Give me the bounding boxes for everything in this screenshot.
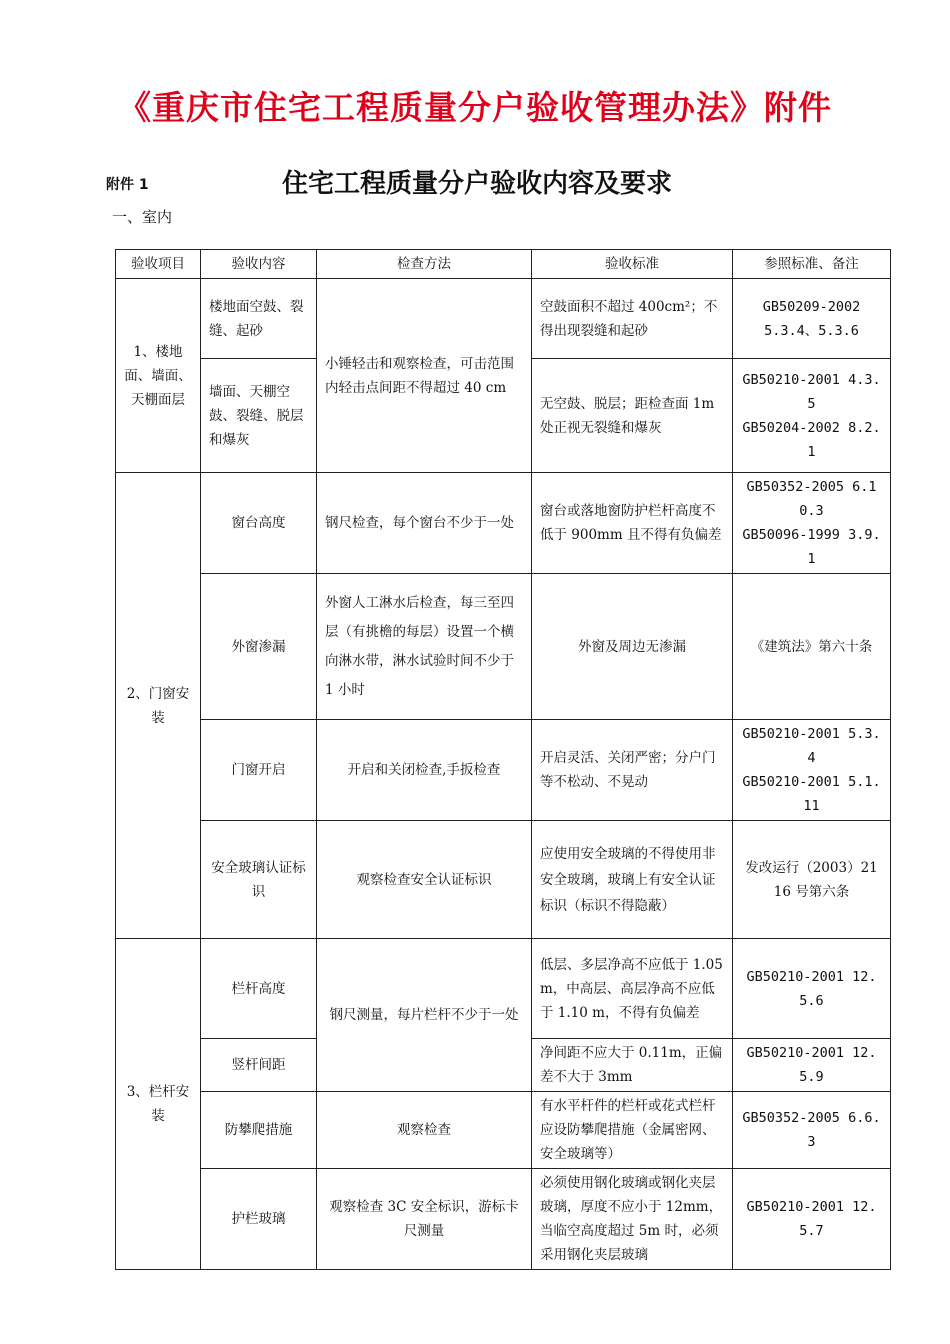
content-cell: 竖杆间距 (201, 1039, 317, 1092)
content-cell: 安全玻璃认证标识 (201, 821, 317, 939)
reference-cell (733, 720, 891, 821)
reference-cell: GB50210-2001 12.5.6 (733, 939, 891, 1039)
method-cell: 钢尺测量，每片栏杆不少于一处 (317, 939, 532, 1092)
table-row (116, 821, 891, 939)
table-row (116, 1092, 891, 1169)
acceptance-table (115, 249, 891, 1270)
reference-line: GB50204-2002 8.2.1 (742, 419, 881, 460)
reference-line: GB50209-2002 (762, 298, 861, 315)
table-row (116, 279, 891, 359)
item-cell: 1、楼地面、墙面、天棚面层 (116, 279, 201, 473)
method-cell: 观察检查 3C 安全标识，游标卡尺测量 (317, 1169, 532, 1270)
standard-cell: 无空鼓、脱层；距检查面 1m 处正视无裂缝和爆灰 (532, 359, 733, 473)
header-cell: 参照标准、备注 (733, 250, 891, 279)
reference-cell: GB50210-2001 12.5.7 (733, 1169, 891, 1270)
reference-cell: 发改运行（2003）2116 号第六条 (733, 821, 891, 939)
standard-cell: 必须使用钢化玻璃或钢化夹层玻璃，厚度不应小于 12mm，当临空高度超过 5m 时，必须采用钢化夹层玻璃 (532, 1169, 733, 1270)
reference-cell: 《建筑法》第六十条 (733, 574, 891, 720)
content-cell: 门窗开启 (201, 720, 317, 821)
standard-cell: 净间距不应大于 0.11m，正偏差不大于 3mm (532, 1039, 733, 1092)
content-cell: 栏杆高度 (201, 939, 317, 1039)
method-cell: 观察检查安全认证标识 (317, 821, 532, 939)
method-cell: 外窗人工淋水后检查，每三至四层（有挑檐的每层）设置一个横向淋水带，淋水试验时间不少于 1 小时 (317, 574, 532, 720)
standard-cell: 外窗及周边无渗漏 (532, 574, 733, 720)
reference-cell (733, 279, 891, 359)
reference-cell: GB50352-2005 6.6.3 (733, 1092, 891, 1169)
header-cell: 验收内容 (201, 250, 317, 279)
standard-cell: 窗台或落地窗防护栏杆高度不低于 900mm 且不得有负偏差 (532, 473, 733, 574)
method-cell: 小锤轻击和观察检查，可击范围内轻击点间距不得超过 40 cm (317, 279, 532, 473)
content-cell: 墙面、天棚空鼓、裂缝、脱层和爆灰 (201, 359, 317, 473)
content-cell: 外窗渗漏 (201, 574, 317, 720)
method-cell: 开启和关闭检查,手扳检查 (317, 720, 532, 821)
standard-cell: 有水平杆件的栏杆或花式栏杆应设防攀爬措施（金属密网、安全玻璃等） (532, 1092, 733, 1169)
standard-cell: 应使用安全玻璃的不得使用非安全玻璃，玻璃上有安全认证标识（标识不得隐蔽） (532, 821, 733, 939)
reference-cell (733, 473, 891, 574)
content-cell: 防攀爬措施 (201, 1092, 317, 1169)
content-cell: 楼地面空鼓、裂缝、起砂 (201, 279, 317, 359)
reference-cell: GB50210-2001 12.5.9 (733, 1039, 891, 1092)
section-heading: 一、室内 (112, 208, 173, 226)
table-row (116, 574, 891, 720)
table-header-row (116, 250, 891, 279)
header-cell: 验收标准 (532, 250, 733, 279)
document-subtitle: 住宅工程质量分户验收内容及要求 (282, 169, 673, 199)
reference-line: 5.3.4、5.3.6 (764, 322, 859, 339)
header-cell: 检查方法 (317, 250, 532, 279)
header-cell: 验收项目 (116, 250, 201, 279)
method-cell: 钢尺检查，每个窗台不少于一处 (317, 473, 532, 574)
content-cell: 护栏玻璃 (201, 1169, 317, 1270)
method-cell: 观察检查 (317, 1092, 532, 1169)
content-cell: 窗台高度 (201, 473, 317, 574)
standard-cell: 开启灵活、关闭严密；分户门等不松动、不晃动 (532, 720, 733, 821)
standard-cell: 低层、多层净高不应低于 1.05m，中高层、高层净高不应低于 1.10 m，不得有负偏差 (532, 939, 733, 1039)
reference-line: GB50210-2001 5.3.4 (742, 726, 881, 766)
table-row (116, 939, 891, 1039)
standard-cell: 空鼓面积不超过 400cm²；不得出现裂缝和起砂 (532, 279, 733, 359)
attachment-label: 附件 1 (106, 177, 149, 193)
document-title: 《重庆市住宅工程质量分户验收管理办法》附件 (118, 88, 832, 127)
item-cell: 2、门窗安装 (116, 473, 201, 939)
reference-line: GB50096-1999 3.9.1 (742, 527, 881, 567)
reference-line: GB50352-2005 6.10.3 (746, 479, 877, 519)
table-row (116, 720, 891, 821)
reference-line: GB50210-2001 4.3.5 (742, 371, 881, 412)
table-row (116, 1169, 891, 1270)
table-row (116, 473, 891, 574)
reference-line: GB50210-2001 5.1.11 (742, 774, 881, 814)
reference-cell (733, 359, 891, 473)
item-cell: 3、栏杆安装 (116, 939, 201, 1270)
